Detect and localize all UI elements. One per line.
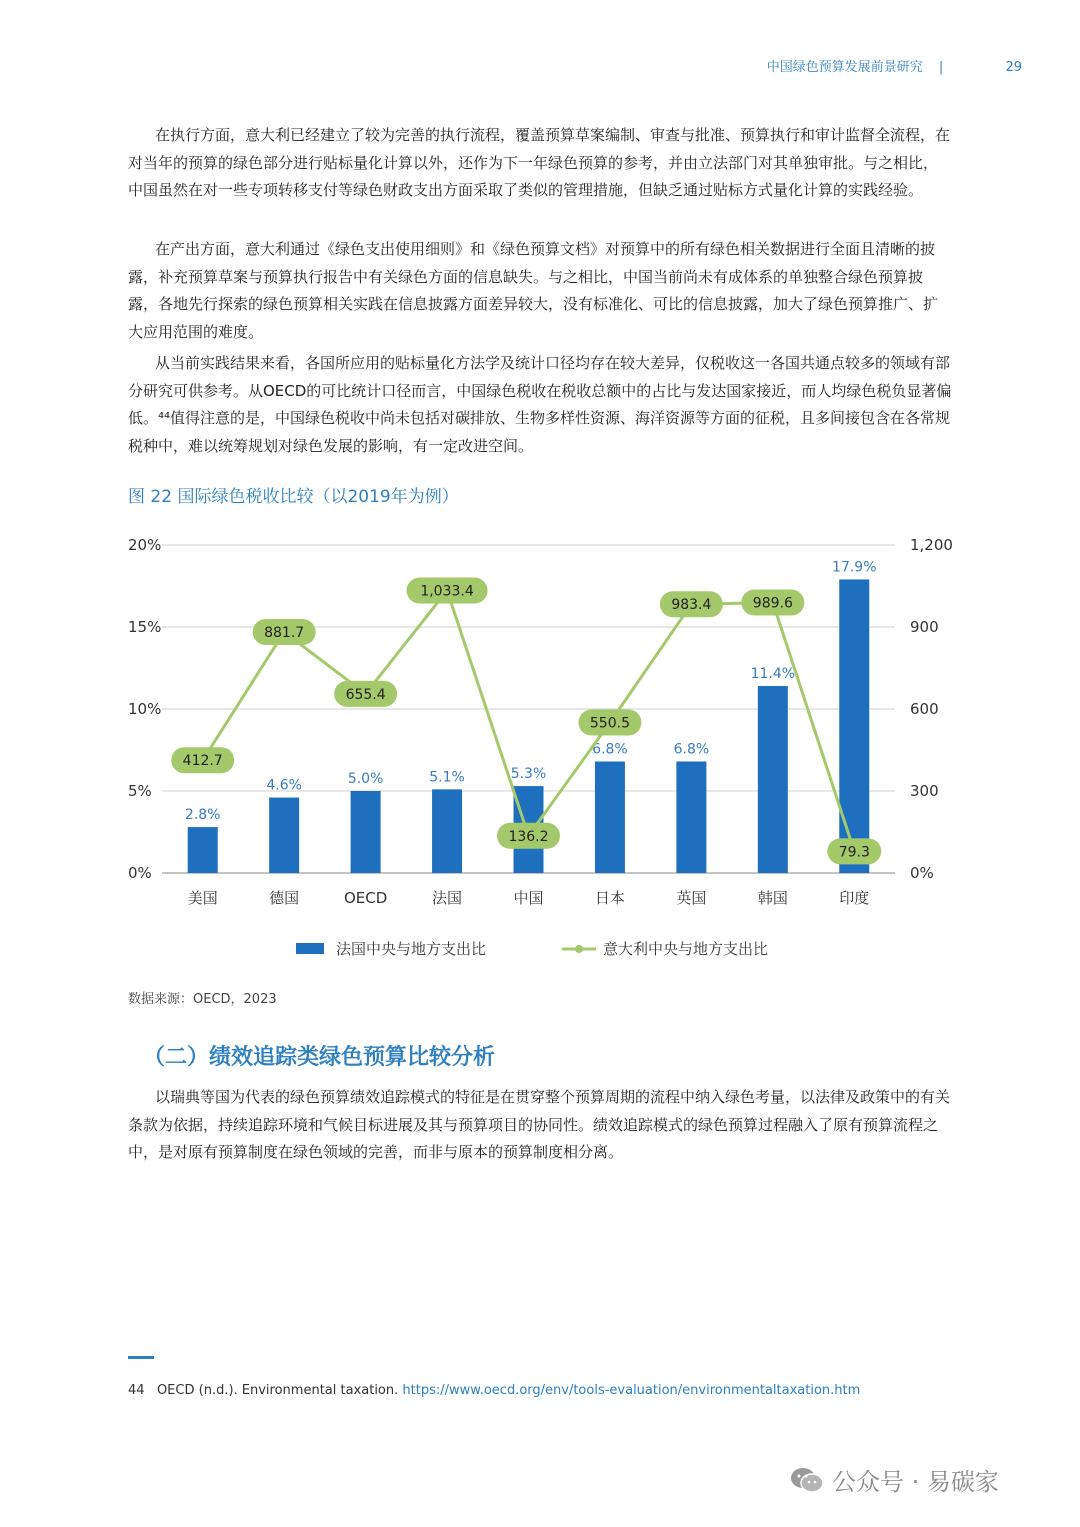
bar — [839, 579, 869, 873]
y-left-tick-label: 15% — [128, 618, 162, 636]
data-source: 数据来源：OECD，2023 — [128, 992, 277, 1007]
watermark — [790, 1462, 999, 1497]
bar — [269, 798, 299, 873]
bar — [595, 761, 625, 873]
line-value-label: 550.5 — [589, 715, 630, 732]
bar-value-label: 2.8% — [184, 807, 221, 824]
x-tick-label: 日本 — [594, 889, 625, 907]
section-heading: （二）绩效追踪类绿色预算比较分析 — [143, 1045, 496, 1070]
y-left-tick-label: 20% — [128, 536, 162, 554]
line-value-label: 655.4 — [345, 686, 386, 703]
line-value-label: 983.4 — [671, 597, 712, 614]
x-tick-label: 韩国 — [757, 889, 788, 907]
bar-value-label: 11.4% — [750, 666, 796, 683]
legend-swatch-point — [575, 945, 583, 953]
paragraph-execution: 在执行方面，意大利已经建立了较为完善的执行流程，覆盖预算草案编制、审查与批准、预算执行和审计监督全流程，在对当年的预算的绿色部分进行贴标量化计算以外，还作为下一年绿色预算的参考，并由立法部门对其单独审批。与之相比，中国虽然在对一些专项转移支付等绿色财政支出方面采取了类似的管理措施，但缺乏通过贴标方式量化计算的实践经验。 — [128, 126, 951, 199]
y-right-tick-label: 1,200 — [910, 536, 953, 554]
x-tick-label: 德国 — [269, 889, 300, 907]
wechat-icon — [790, 1466, 824, 1494]
line-value-label: 412.7 — [182, 753, 223, 770]
bar-value-label: 4.6% — [266, 777, 302, 794]
running-title: 中国绿色预算发展前景研究 — [766, 60, 923, 75]
footnote-text: OECD (n.d.). Environmental taxation. — [156, 1383, 399, 1398]
watermark-text: 公众号 · 易碳家 — [832, 1468, 999, 1496]
x-tick-label: 英国 — [676, 889, 707, 907]
line-value-label: 989.6 — [752, 595, 793, 612]
x-tick-label: OECD — [343, 889, 388, 907]
bar-value-label: 6.8% — [673, 741, 710, 758]
legend-label-line: 意大利中央与地方支出比 — [603, 940, 769, 958]
x-tick-label: 印度 — [839, 889, 870, 907]
bar — [351, 791, 381, 873]
legend-label-bar: 法国中央与地方支出比 — [336, 940, 487, 958]
bar-value-label: 5.0% — [347, 771, 384, 787]
y-right-tick-label: 0% — [910, 864, 934, 882]
x-tick-label: 法国 — [432, 889, 463, 907]
figure-caption: 图 22 国际绿色税收比较（以2019年为例） — [128, 487, 459, 507]
page-header — [767, 56, 1022, 75]
chart-container — [0, 525, 1080, 985]
bar — [188, 827, 218, 873]
y-left-tick-label: 5% — [128, 782, 152, 800]
bar-value-label: 17.9% — [832, 559, 877, 576]
x-tick-label: 美国 — [187, 889, 218, 907]
line-value-label: 881.7 — [264, 625, 305, 642]
paragraph-performance-tracking: 以瑞典等国为代表的绿色预算绩效追踪模式的特征是在贯穿整个预算周期的流程中纳入绿色考量，以法律及政策中的有关条款为依据，持续追踪环境和气候目标进展及其与预算项目的协同性。绩效追踪模式的绿色预算过程融入了原有预算流程之中，是对原有预算制度在绿色领域的完善，而非与原本的预算制度相分离。 — [128, 1088, 951, 1161]
footnote-link[interactable]: https://www.oecd.org/env/tools-evaluation/environmentaltaxation.htm — [402, 1383, 861, 1398]
legend-swatch-bar — [296, 943, 324, 954]
page-number: 29 — [1005, 60, 1022, 75]
bar-value-label: 5.3% — [510, 766, 547, 783]
paragraph-output: 在产出方面，意大利通过《绿色支出使用细则》和《绿色预算文档》对预算中的所有绿色相关数据进行全面且清晰的披露，补充预算草案与预算执行报告中有关绿色方面的信息缺失。与之相比，中国当前尚未有成体系的单独整合绿色预算披露，各地先行探索的绿色预算相关实践在信息披露方面差异较大，没有标准化、可比的信息披露，加大了绿色预算推广、扩大应用范围的难度。 — [128, 240, 939, 341]
bar-value-label: 5.1% — [429, 769, 465, 786]
y-right-tick-label: 600 — [910, 700, 939, 718]
tax-comparison-chart — [0, 525, 1080, 985]
line-value-label: 1,033.4 — [420, 583, 474, 600]
x-tick-label: 中国 — [513, 889, 544, 907]
line-value-label: 79.3 — [838, 844, 870, 861]
footnote — [128, 1383, 860, 1398]
y-left-tick-label: 10% — [128, 700, 162, 718]
bar-value-label: 6.8% — [592, 741, 628, 758]
footnote-divider — [128, 1356, 154, 1359]
bar — [758, 686, 788, 873]
header-separator: | — [938, 60, 944, 75]
y-left-tick-label: 0% — [128, 864, 152, 882]
bar — [676, 761, 706, 873]
line-value-label: 136.2 — [508, 828, 549, 845]
y-right-tick-label: 900 — [910, 618, 939, 636]
paragraph-practice: 从当前实践结果来看，各国所应用的贴标量化方法学及统计口径均存在较大差异，仅税收这一各国共通点较多的领域有部分研究可供参考。从OECD的可比统计口径而言，中国绿色税收在税收总额中的占比与发达国家接近，而人均绿色税负显著偏低。⁴⁴值得注意的是，中国绿色税收中尚未包括对碳排放、生物多样性资源、海洋资源等方面的征税，且多间接包含在各常规税种中，难以统筹规划对绿色发展的影响，有一定改进空间。 — [128, 354, 952, 455]
y-right-tick-label: 300 — [910, 782, 939, 800]
footnote-number: 44 — [128, 1383, 145, 1398]
bar — [432, 789, 462, 873]
